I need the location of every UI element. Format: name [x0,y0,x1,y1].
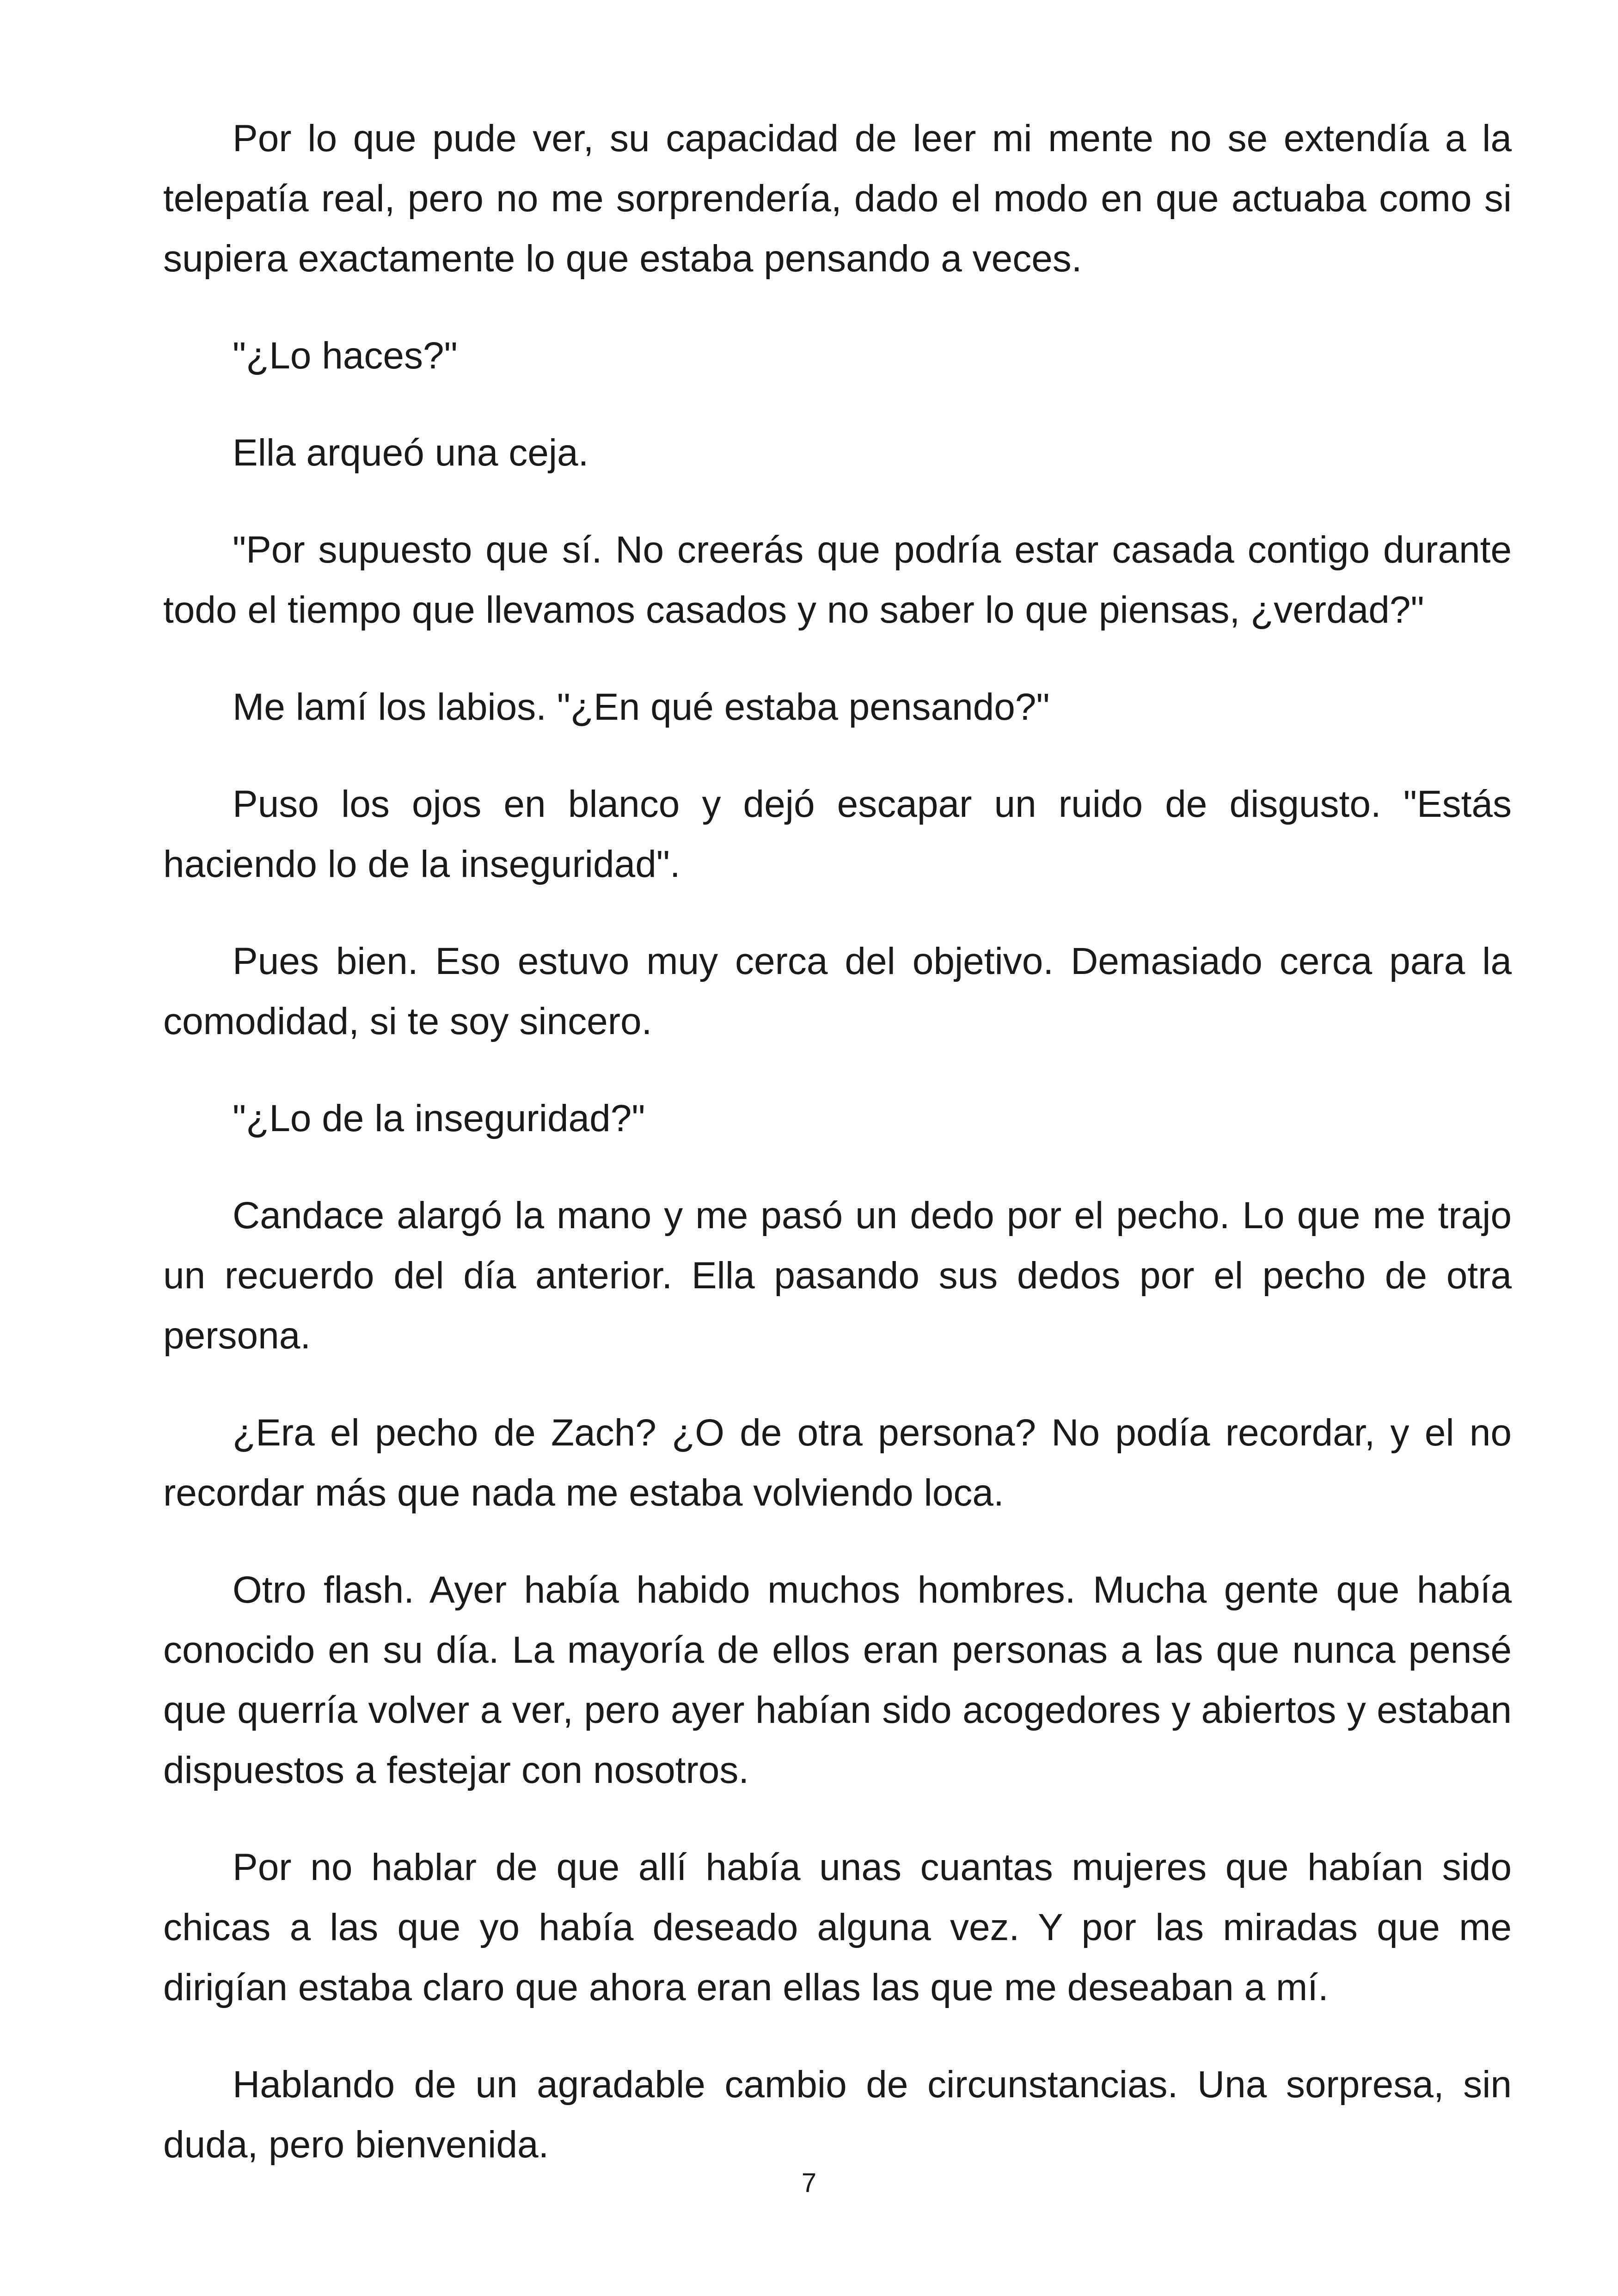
page-body [163,109,1512,2212]
paragraph: "Por supuesto que sí. No creerás que podría estar casada contigo durante todo el tiempo que llevamos casados y no saber lo que piensas, ¿verdad?" [163,529,1512,631]
paragraph: ¿Era el pecho de Zach? ¿O de otra persona? No podía recordar, y el no recordar más que nada me estaba volviendo loca. [163,1412,1512,1514]
paragraph: Puso los ojos en blanco y dejó escapar un ruido de disgusto. "Estás haciendo lo de la inseguridad". [163,783,1512,885]
paragraph: Me lamí los labios. "¿En qué estaba pensando?" [233,686,1050,728]
page-number: 7 [801,2168,817,2198]
paragraph: Pues bien. Eso estuvo muy cerca del objetivo. Demasiado cerca para la comodidad, si te soy sincero. [163,940,1512,1042]
paragraph: Otro flash. Ayer había habido muchos hombres. Mucha gente que había conocido en su día. La mayoría de ellos eran personas a las que nunca pensé que querría volver a ver, pero ayer habían sido acogedores y abiertos y estaban dispuestos a festejar con nosotros. [163,1569,1512,1791]
paragraph: Por lo que pude ver, su capacidad de leer mi mente no se extendía a la telepatía real, pero no me sorprendería, dado el modo en que actuaba como si supiera exactamente lo que estaba pensando a veces. [163,117,1512,280]
paragraph: Hablando de un agradable cambio de circunstancias. Una sorpresa, sin duda, pero bienvenida. [163,2063,1512,2166]
paragraph: Candace alargó la mano y me pasó un dedo por el pecho. Lo que me trajo un recuerdo del día anterior. Ella pasando sus dedos por el pecho de otra persona. [163,1194,1512,1357]
paragraph: "¿Lo de la inseguridad?" [233,1097,645,1139]
paragraph: Por no hablar de que allí había unas cuantas mujeres que habían sido chicas a las que yo había deseado alguna vez. Y por las miradas que me dirigían estaba claro que ahora eran ellas las que me deseaban a mí. [163,1846,1512,2008]
paragraph: "¿Lo haces?" [233,335,458,377]
paragraph: Ella arqueó una ceja. [233,432,589,474]
